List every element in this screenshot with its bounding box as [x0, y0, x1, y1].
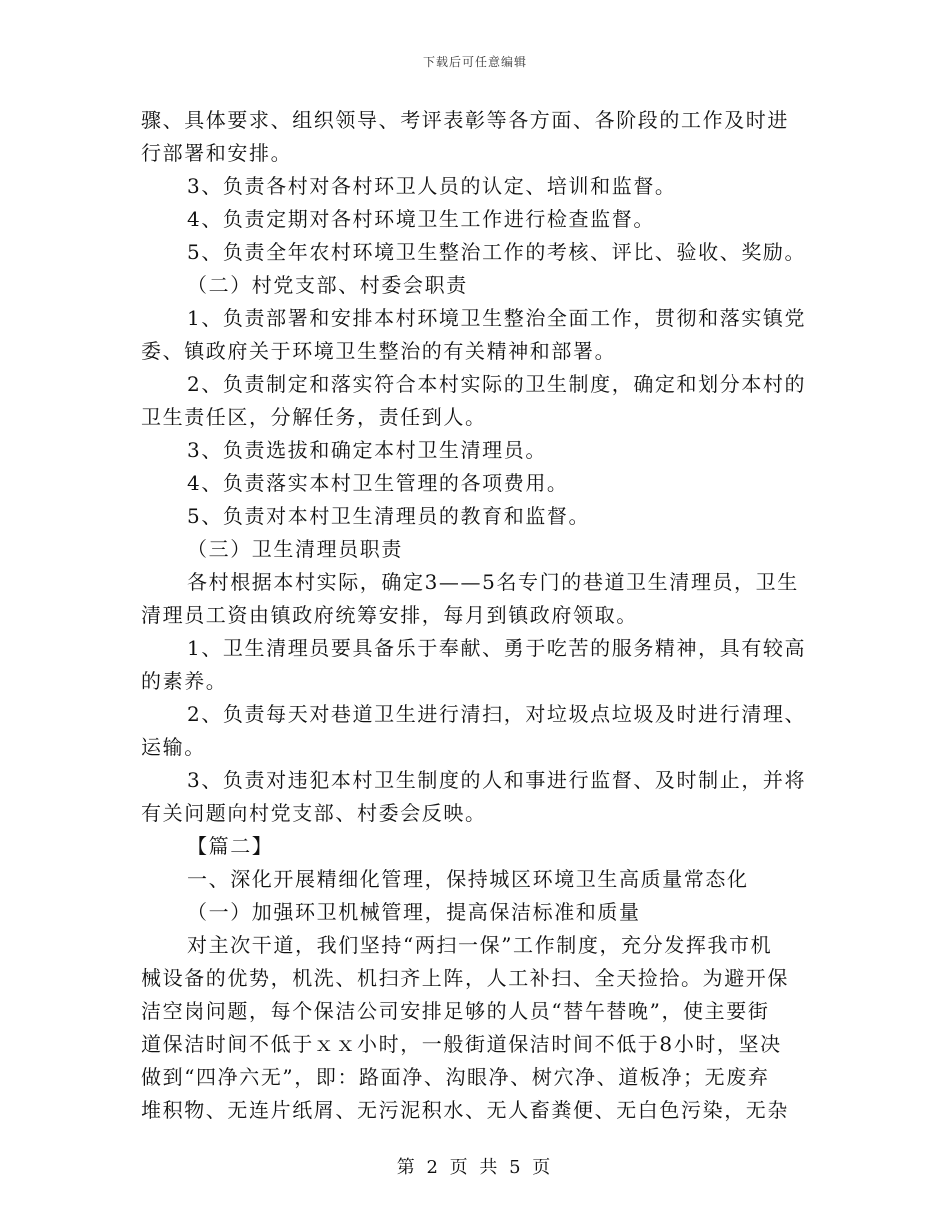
- text-line: 对主次干道，我们坚持“两扫一保”工作制度，充分发挥我市机: [187, 933, 773, 957]
- text-line: 1、负责部署和安排本村环境卫生整治全面工作，贯彻和落实镇党: [187, 306, 807, 330]
- text-line: 委、镇政府关于环境卫生整治的有关精神和部署。: [141, 339, 617, 363]
- body-text: [141, 104, 811, 1127]
- text-line: 运输。: [141, 735, 206, 759]
- text-line: 5、负责全年农村环境卫生整治工作的考核、评比、验收、奖励。: [187, 240, 807, 264]
- text-line: 3、负责对违犯本村卫生制度的人和事进行监督、及时制止，并将: [187, 768, 807, 792]
- text-line: 的素养。: [141, 669, 228, 693]
- text-line: 骤、具体要求、组织领导、考评表彰等各方面、各阶段的工作及时进: [141, 108, 789, 132]
- text-line: 1、卫生清理员要具备乐于奉献、勇于吃苦的服务精神，具有较高: [187, 636, 807, 660]
- section-heading: 一、深化开展精细化管理，保持城区环境卫生高质量常态化: [187, 867, 749, 891]
- text-line: 卫生责任区，分解任务，责任到人。: [141, 405, 487, 429]
- text-line: 做到“四净六无”，即：路面净、沟眼净、树穴净、道板净；无废弃: [141, 1065, 770, 1089]
- header-note: 下载后可任意编辑: [422, 55, 527, 69]
- text-line: 行部署和安排。: [141, 141, 293, 165]
- section-heading: （二）村党支部、村委会职责: [187, 273, 468, 297]
- section-heading: （一）加强环卫机械管理，提高保洁标准和质量: [187, 900, 641, 924]
- text-line: 有关问题向村党支部、村委会反映。: [141, 801, 487, 825]
- text-line: 2、负责每天对巷道卫生进行清扫，对垃圾点垃圾及时进行清理、: [187, 702, 807, 726]
- text-line: 4、负责落实本村卫生管理的各项费用。: [187, 471, 569, 495]
- text-line: 3、负责选拔和确定本村卫生清理员。: [187, 438, 547, 462]
- text-line: 各村根据本村实际，确定3——5名专门的巷道卫生清理员，卫生: [187, 570, 799, 594]
- text-line: 道保洁时间不低于ｘｘ小时，一般街道保洁时间不低于8小时，坚决: [141, 1032, 782, 1056]
- text-line: 洁空岗问题，每个保洁公司安排足够的人员“替午替晚”，使主要街: [141, 999, 770, 1023]
- text-line: 2、负责制定和落实符合本村实际的卫生制度，确定和划分本村的: [187, 372, 807, 396]
- text-line: 堆积物、无连片纸屑、无污泥积水、无人畜粪便、无白色污染，无杂: [141, 1098, 789, 1122]
- text-line: 4、负责定期对各村环境卫生工作进行检查监督。: [187, 207, 655, 231]
- text-line: 清理员工资由镇政府统筹安排，每月到镇政府领取。: [141, 603, 638, 627]
- text-line: 5、负责对本村卫生清理员的教育和监督。: [187, 504, 591, 528]
- part-heading: 【篇二】: [187, 834, 274, 858]
- text-line: 3、负责各村对各村环卫人员的认定、培训和监督。: [187, 174, 677, 198]
- section-heading: （三）卫生清理员职责: [187, 537, 403, 561]
- page-number: 第 2 页 共 5 页: [396, 1157, 554, 1178]
- text-line: 械设备的优势，机洗、机扫齐上阵，人工补扫、全天捡拾。为避开保: [141, 966, 789, 990]
